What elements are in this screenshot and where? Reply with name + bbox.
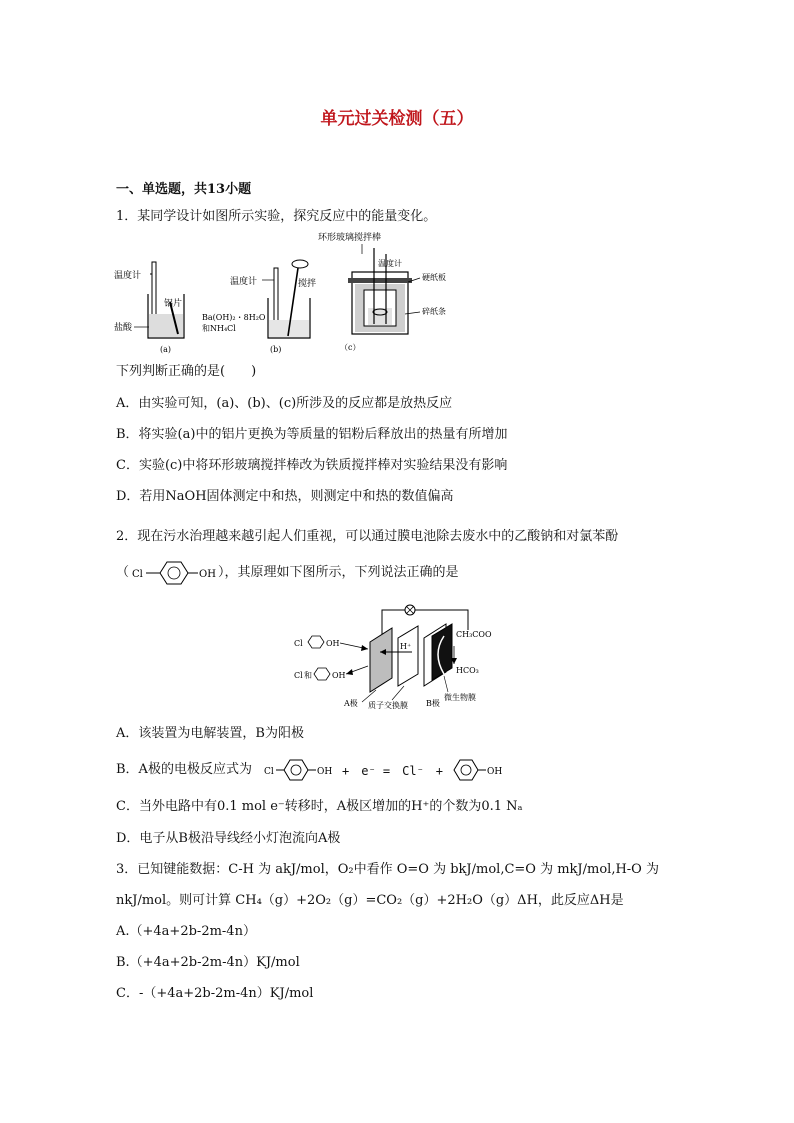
q2-paren-open: （ [116,565,130,580]
q2-option-a: A．该装置为电解装置，B为阳极 [116,726,304,741]
electrode-b-label: B极 [426,699,440,708]
figure-c-paper-label: 碎纸条 [422,307,446,316]
figure-a-strip-label: 铝片 [164,299,183,309]
figure-b-beaker [202,260,316,354]
q1-prompt: 下列判断正确的是( ) [116,364,257,379]
membrane-label: 质子交换膜 [368,701,408,710]
q1-option-a: A．由实验可知，(a)、(b)、(c)所涉及的反应都是放热反应 [116,396,453,411]
q2-option-d: D．电子从B极沿导线经小灯泡流向A极 [116,831,341,846]
q2-option-b-molecule1 [262,756,336,784]
q2-cell-diagram [292,602,502,712]
figure-c-stirrer-label: 环形玻璃搅拌棒 [318,233,382,243]
q3-line1: 3．已知键能数据：C-H 为 akJ/mol，O₂中看作 O=O 为 bkJ/mol,C=O 为 mkJ/mol,H-O 为 [116,862,659,877]
q2-molecule-chlorophenol [130,558,222,588]
figure-b-caption: (b) [270,345,282,354]
q1-figure [112,228,532,358]
optb-oh2-label: OH [487,767,503,777]
q1-option-c: C．实验(c)中将环形玻璃搅拌棒改为铁质搅拌棒对实验结果没有影响 [116,458,508,473]
figure-c-board-label: 硬纸板 [422,273,446,282]
proton-label: H⁺ [400,642,412,651]
q1-option-b: B．将实验(a)中的铝片更换为等质量的铝粉后释放出的热量有所增加 [116,427,508,442]
left-top-oh: OH [326,639,340,648]
q2-option-b-prefix: B．A极的电极反应式为 [116,762,252,777]
q2-option-c: C．当外电路中有0.1 mol e⁻转移时，A极区增加的H⁺的个数为0.1 Nₐ [116,799,523,814]
q3-line2: nkJ/mol。则可计算 CH₄（g）+2O₂（g）=CO₂（g）+2H₂O（g）ΔH，此反应ΔH是 [116,893,624,908]
mol-cl-label: Cl [132,569,143,580]
q1-stem: 1．某同学设计如图所示实验，探究反应中的能量变化。 [116,209,437,224]
q1-option-d: D．若用NaOH固体测定中和热，则测定中和热的数值偏高 [116,489,454,504]
figure-b-thermometer-label: 温度计 [230,277,258,287]
figure-c-calorimeter [318,231,446,352]
q2-option-b-molecule2 [450,756,512,784]
figure-b-reagent-line2: 和NH₄Cl [202,324,236,333]
mol-oh-label: OH [199,569,216,580]
q3-option-a: A.（+4a+2b-2m-4n） [116,924,256,939]
page-title: 单元过关检测（五） [320,109,474,129]
electrode-a [370,628,392,692]
section-heading: 一、单选题，共13小题 [116,182,252,197]
q3-option-c: C．-（+4a+2b-2m-4n）KJ/mol [116,986,314,1001]
figure-b-reagent-line1: Ba(OH)₂・8H₂O [202,313,266,322]
proton-membrane [398,626,418,686]
figure-a-thermometer-label: 温度计 [114,271,142,281]
optb-oh-label: OH [317,767,333,777]
left-bottom-oh: OH [332,671,346,680]
figure-a-beaker [114,262,184,354]
figure-b-stir-label: 搅拌 [298,279,317,289]
q2-stem-line2: ），其原理如下图所示，下列说法正确的是 [218,565,459,580]
figure-c-caption: （c） [340,343,361,352]
right-top-label: CH₃COO [456,630,492,639]
electrode-a-label: A极 [344,699,358,708]
figure-a-caption: (a) [160,345,172,354]
q2-stem-line1: 2．现在污水治理越来越引起人们重视，可以通过膜电池除去废水中的乙酸钠和对氯苯酚 [116,529,619,544]
left-bottom-and: 和 [304,671,312,680]
right-bottom-label: HCO₃ [456,666,479,675]
q2-option-b-equation: + e⁻ = Cl⁻ + [342,764,444,778]
figure-a-acid-label: 盐酸 [114,323,133,333]
left-top-cl: Cl [294,639,303,648]
q3-option-b: B.（+4a+2b-2m-4n）KJ/mol [116,955,300,970]
left-bottom-cl: Cl [294,671,303,680]
figure-c-thermometer-label: 温度计 [378,259,402,268]
biofilm-label: 微生物膜 [444,693,476,702]
optb-cl-label: Cl [264,767,274,777]
